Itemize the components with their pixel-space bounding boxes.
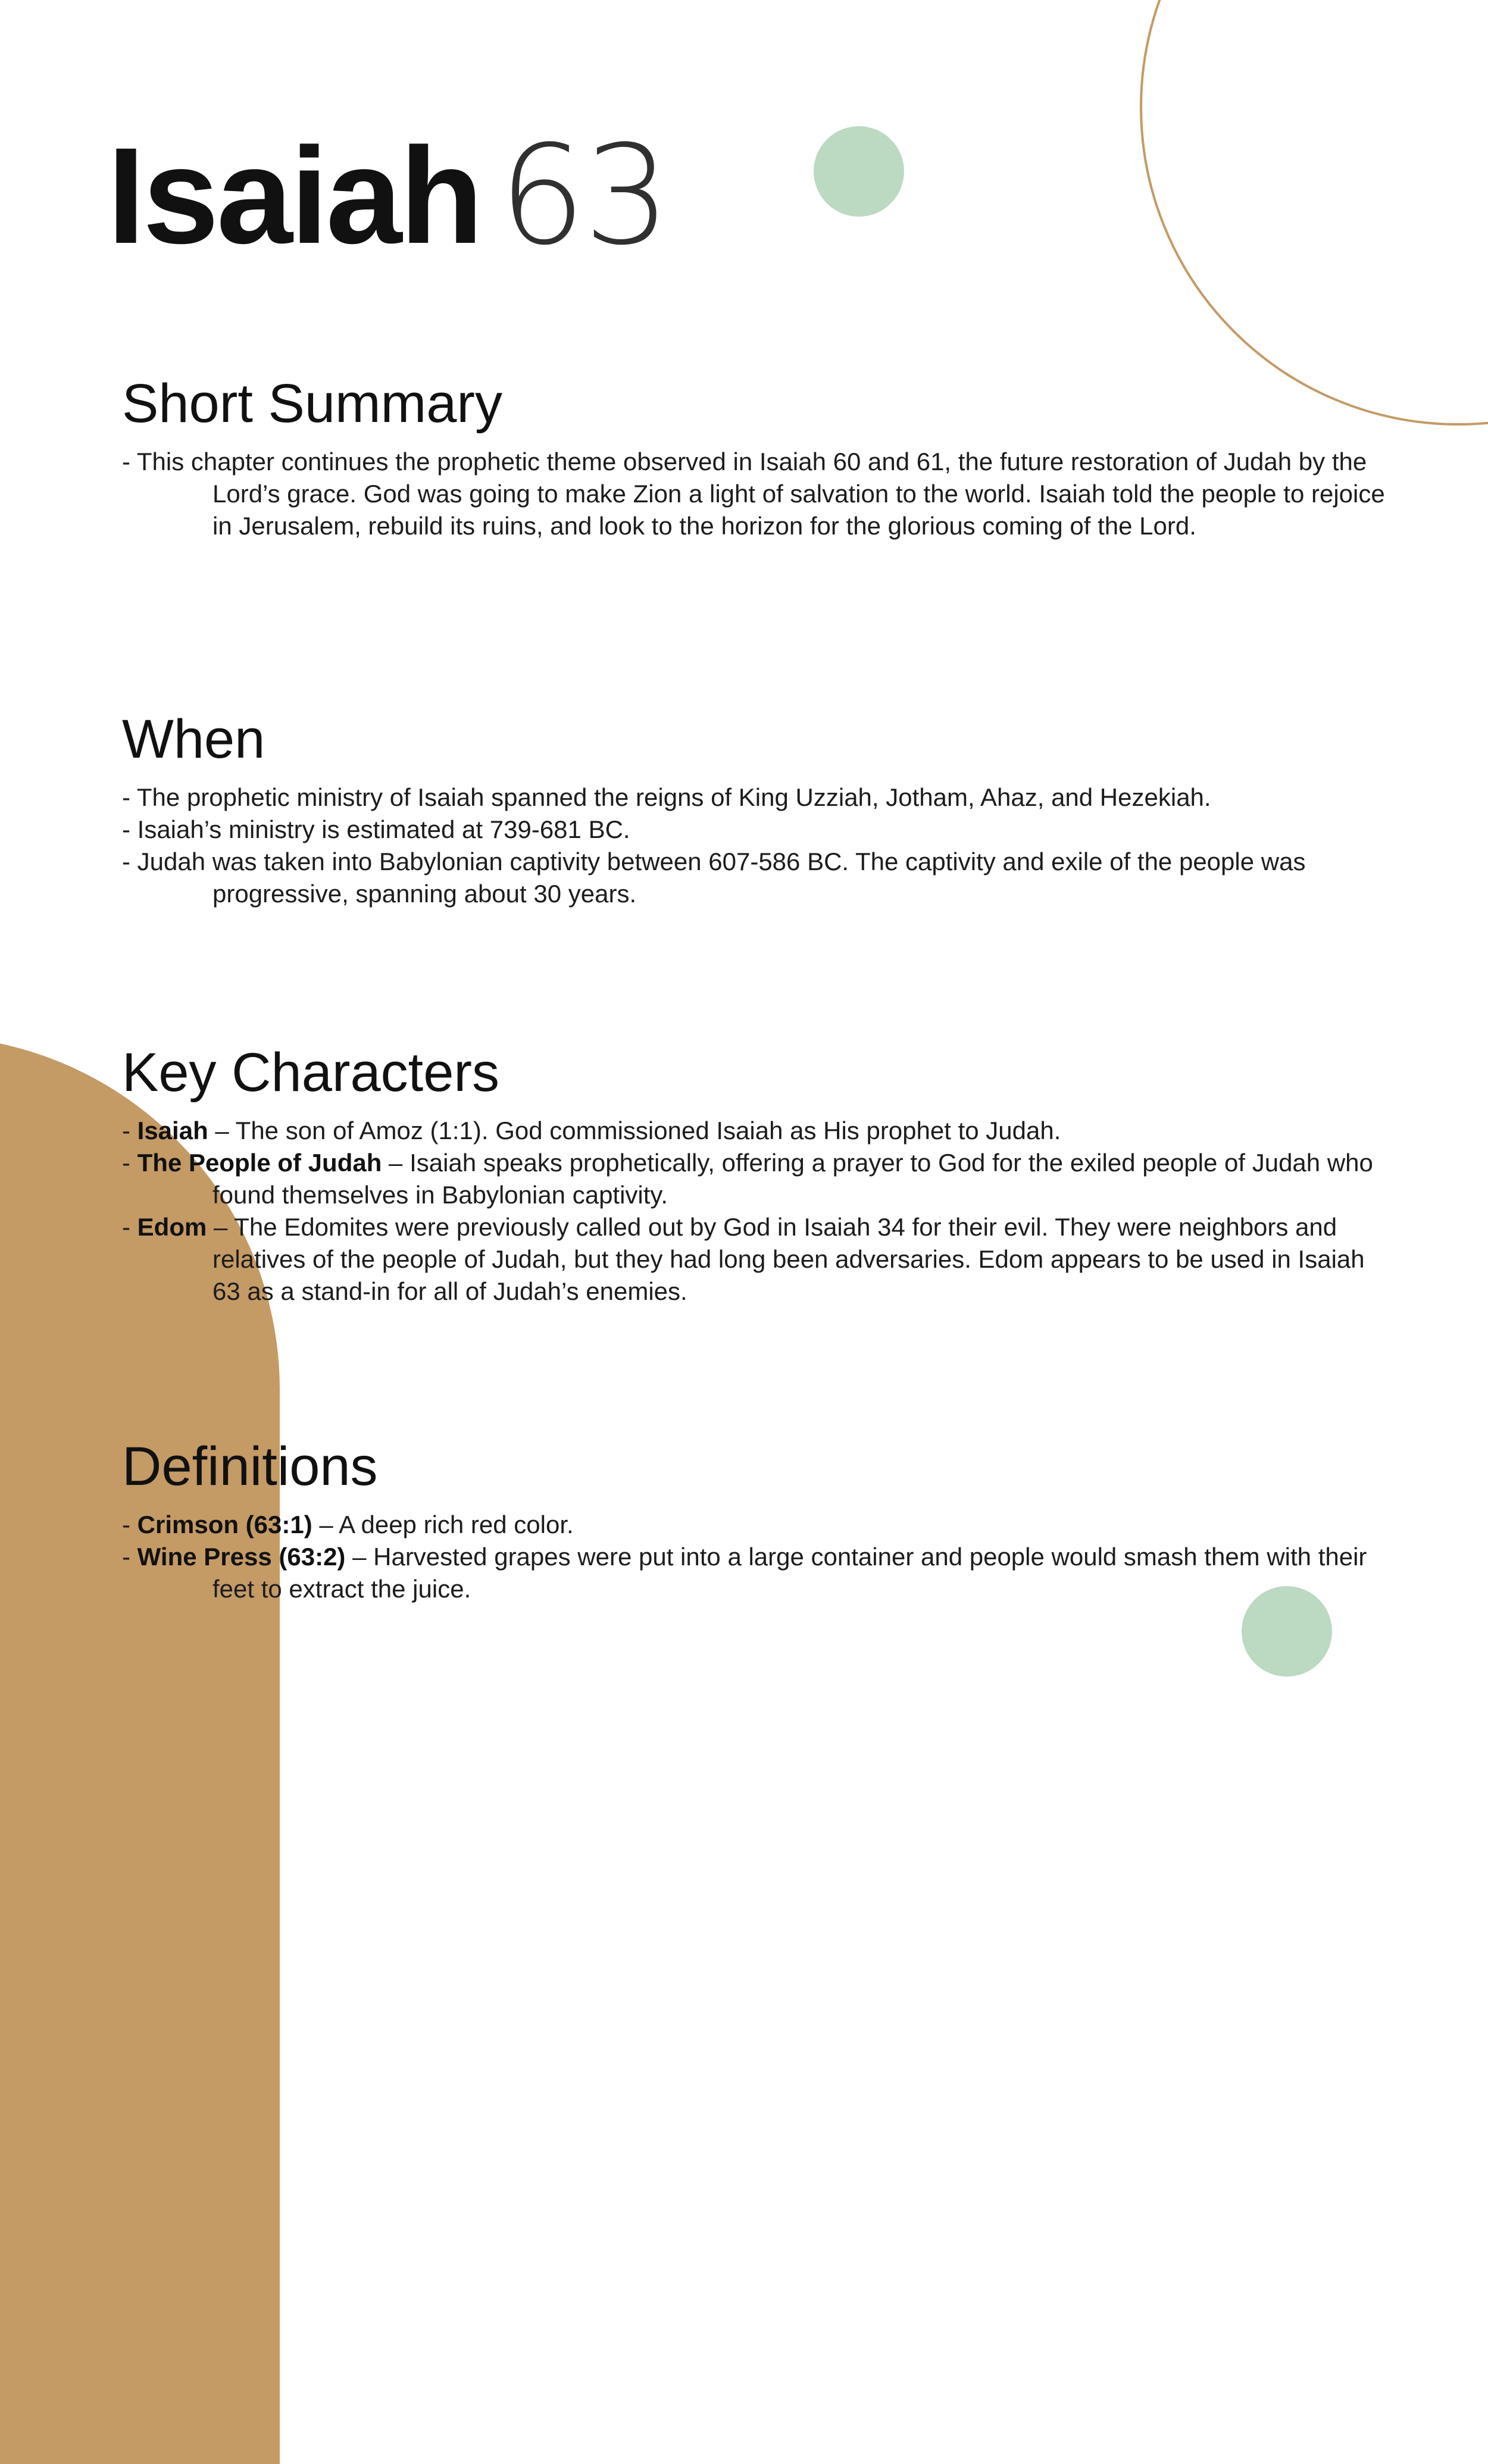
definition-item: - Crimson (63:1) – A deep rich red color. <box>122 1511 574 1539</box>
definition-description: A deep rich red color. <box>339 1511 574 1539</box>
definition-term: Crimson (63:1) <box>137 1511 312 1539</box>
character-description: The son of Amoz (1:1). God commissioned Isaiah as His prophet to Judah. <box>235 1117 1061 1145</box>
character-item: - Edom – The Edomites were previously called out by God in Isaiah 34 for their evil. They were neighbors and relatives of the people of Judah, but they had long been adversaries. Edom appears to be used in Isaiah 63 as a stand-in for all of Judah’s enemies. <box>122 1213 1365 1306</box>
character-term: Isaiah <box>137 1117 208 1145</box>
summary-item-text: This chapter continues the prophetic theme observed in Isaiah 60 and 61, the future restoration of Judah by the Lord’s grace. God was going to make Zion a light of salvation to the world. Isaiah told the people to rejoice in Jerusalem, rebuild its ruins, and look to the horizon for the glorious coming of the Lord. <box>136 448 1385 540</box>
when-item: - Isaiah’s ministry is estimated at 739-681 BC. <box>122 815 630 844</box>
definition-term: Wine Press (63:2) <box>137 1543 346 1571</box>
title-book: Isaiah <box>107 119 482 272</box>
definition-description: Harvested grapes were put into a large container and people would smash them with their feet to extract the juice. <box>212 1543 1367 1603</box>
when-item: - The prophetic ministry of Isaiah spanned the reigns of King Uzziah, Jotham, Ahaz, and Hezekiah. <box>122 783 1211 812</box>
section-key-characters <box>122 1043 1390 1308</box>
section-heading-definitions: Definitions <box>122 1436 378 1497</box>
character-description: The Edomites were previously called out by God in Isaiah 34 for their evil. They were neighbors and relatives of the people of Judah, but they had long been adversaries. Edom appears to be used in Isaiah 63 as a stand-in for all of Judah’s enemies. <box>212 1213 1365 1306</box>
decorative-green-dot-top <box>814 126 904 217</box>
summary-item: - This chapter continues the prophetic theme observed in Isaiah 60 and 61, the future restoration of Judah by the Lord’s grace. God was going to make Zion a light of salvation to the world. Isaiah told the people to rejoice in Jerusalem, rebuild its ruins, and look to the horizon for the glorious coming of the Lord. <box>122 448 1385 540</box>
section-heading-short-summary: Short Summary <box>122 373 503 434</box>
definitions-list <box>122 1509 1390 1605</box>
character-description: Isaiah speaks prophetically, offering a prayer to God for the exiled people of Judah who found themselves in Babylonian captivity. <box>212 1149 1373 1209</box>
character-item: - Isaiah – The son of Amoz (1:1). God commissioned Isaiah as His prophet to Judah. <box>122 1117 1061 1145</box>
section-when <box>122 709 1390 910</box>
when-item: - Judah was taken into Babylonian captivity between 607-586 BC. The captivity and exile of the people was progressive, spanning about 30 years. <box>122 848 1306 908</box>
when-item-text: The prophetic ministry of Isaiah spanned the reigns of King Uzziah, Jotham, Ahaz, and Hezekiah. <box>136 783 1211 812</box>
section-heading-when: When <box>122 709 265 770</box>
character-term: Edom <box>137 1213 207 1242</box>
definition-item: - Wine Press (63:2) – Harvested grapes were put into a large container and people would smash them with their feet to extract the juice. <box>122 1543 1367 1603</box>
section-definitions <box>122 1437 1390 1605</box>
section-heading-key-characters: Key Characters <box>122 1042 500 1103</box>
character-term: The People of Judah <box>137 1149 382 1177</box>
when-item-text: Isaiah’s ministry is estimated at 739-681 BC. <box>137 815 630 844</box>
section-short-summary <box>122 374 1390 542</box>
decorative-ring-outline <box>1140 0 1488 426</box>
title-chapter: 63 <box>499 117 668 276</box>
when-list <box>122 781 1390 910</box>
characters-list <box>122 1115 1390 1308</box>
page-title <box>107 117 668 276</box>
summary-list <box>122 446 1390 542</box>
when-item-text: Judah was taken into Babylonian captivity between 607-586 BC. The captivity and exile of the people was progressive, spanning about 30 years. <box>137 848 1306 908</box>
character-item: - The People of Judah – Isaiah speaks prophetically, offering a prayer to God for the exiled people of Judah who found themselves in Babylonian captivity. <box>122 1149 1373 1209</box>
